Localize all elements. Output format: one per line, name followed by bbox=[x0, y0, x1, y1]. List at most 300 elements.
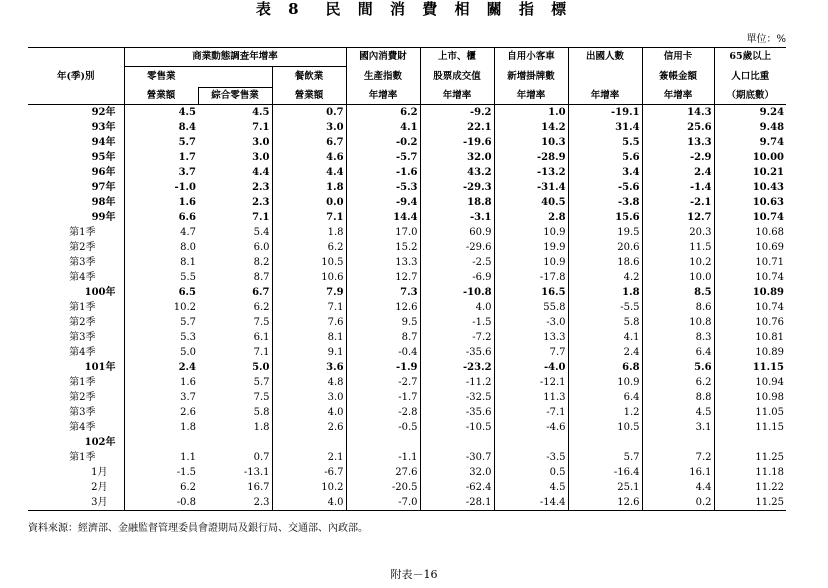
header-card-2: 簽帳金額 bbox=[642, 67, 714, 88]
table-cell: 7.1 bbox=[272, 300, 346, 315]
header-elderly-3: （期底數） bbox=[714, 88, 786, 105]
table-cell: 6.7 bbox=[252, 286, 270, 298]
table-cell: 10.94 bbox=[714, 375, 786, 390]
table-cell: 6.2 bbox=[642, 375, 714, 390]
table-cell: 18.8 bbox=[420, 195, 494, 210]
table-cell: 4.7 bbox=[124, 225, 198, 240]
table-row bbox=[28, 120, 786, 135]
table-cell: -23.2 bbox=[420, 360, 494, 375]
table-cell: 8.5 bbox=[642, 285, 714, 300]
table-cell: -17.8 bbox=[494, 270, 568, 285]
table-cell: -62.4 bbox=[420, 480, 494, 495]
table-cell bbox=[420, 435, 494, 450]
table-cell: 14.4 bbox=[346, 210, 420, 225]
table-cell: 4.5 bbox=[494, 480, 568, 495]
page-number: 附表－16 bbox=[390, 568, 438, 581]
table-cell: -31.4 bbox=[494, 180, 568, 195]
table-cell: 0.2 bbox=[642, 495, 714, 511]
table-cell: 32.0 bbox=[420, 150, 494, 165]
table-cell bbox=[198, 435, 272, 450]
table-cell: 13.3 bbox=[494, 330, 568, 345]
table-cell: 10.89 bbox=[714, 345, 786, 360]
table-cell: 4.0 bbox=[272, 405, 346, 420]
table-row bbox=[28, 225, 786, 240]
table-cell: 7.6 bbox=[272, 315, 346, 330]
table-cell: 25.6 bbox=[642, 120, 714, 135]
table-cell: 10.68 bbox=[714, 225, 786, 240]
table-row bbox=[28, 435, 786, 450]
table-cell: 10.8 bbox=[642, 315, 714, 330]
table-cell: 12.6 bbox=[346, 300, 420, 315]
table-cell: -32.5 bbox=[420, 390, 494, 405]
table-cell: -28.1 bbox=[420, 495, 494, 511]
table-cell: 7.9 bbox=[272, 285, 346, 300]
table-cell: 6.4 bbox=[642, 345, 714, 360]
table-cell: 5.7 bbox=[124, 315, 198, 330]
table-cell: 13.3 bbox=[642, 135, 714, 150]
row-label: 第2季 bbox=[69, 391, 96, 403]
table-cell: -10.5 bbox=[420, 420, 494, 435]
table-cell: 11.22 bbox=[714, 480, 786, 495]
row-label: 1月 bbox=[91, 466, 108, 478]
table-cell: 32.0 bbox=[420, 465, 494, 480]
table-cell: 18.6 bbox=[568, 255, 642, 270]
table-cell: 7.1 bbox=[272, 210, 346, 225]
table-cell: 1.8 bbox=[124, 420, 198, 435]
table-cell: 2.8 bbox=[494, 210, 568, 225]
table-cell: 0.0 bbox=[272, 195, 346, 210]
table-cell: 2.4 bbox=[124, 360, 198, 375]
table-cell: 4.4 bbox=[642, 480, 714, 495]
table-cell: 20.3 bbox=[642, 225, 714, 240]
table-cell: 4.5 bbox=[252, 106, 270, 118]
table-cell: 1.8 bbox=[568, 285, 642, 300]
table-cell: 11.05 bbox=[714, 405, 786, 420]
table-cell: 2.3 bbox=[252, 196, 270, 208]
row-label: 96年 bbox=[91, 166, 116, 178]
table-cell: -3.8 bbox=[568, 195, 642, 210]
table-cell: 5.3 bbox=[124, 330, 198, 345]
table-cell: -5.6 bbox=[568, 180, 642, 195]
table-cell: 3.7 bbox=[124, 165, 198, 180]
table-cell: -3.1 bbox=[420, 210, 494, 225]
table-row bbox=[28, 465, 786, 480]
table-cell: 4.0 bbox=[272, 495, 346, 511]
table-cell: 3.0 bbox=[252, 151, 270, 163]
table-cell: -1.1 bbox=[346, 450, 420, 465]
table-cell: 5.6 bbox=[642, 360, 714, 375]
table-cell: 2.3 bbox=[252, 181, 270, 193]
table-cell: -0.4 bbox=[346, 345, 420, 360]
header-commerce-group: 商業動態調查年增率 bbox=[124, 48, 346, 67]
table-cell: 10.3 bbox=[494, 135, 568, 150]
table-row bbox=[28, 300, 786, 315]
header-car-2: 新增掛牌數 bbox=[494, 67, 568, 88]
table-cell: -6.7 bbox=[272, 465, 346, 480]
table-cell bbox=[642, 435, 714, 450]
table-cell: 9.1 bbox=[272, 345, 346, 360]
table-cell: 10.69 bbox=[714, 240, 786, 255]
table-cell: 5.8 bbox=[568, 315, 642, 330]
table-cell: 10.76 bbox=[714, 315, 786, 330]
table-cell: 10.63 bbox=[714, 195, 786, 210]
table-cell: 1.7 bbox=[124, 150, 198, 165]
table-cell: 2.3 bbox=[198, 495, 272, 511]
table-cell: 2.4 bbox=[568, 345, 642, 360]
table-cell: 7.5 bbox=[253, 316, 270, 328]
table-cell: 8.4 bbox=[124, 120, 198, 135]
table-cell: 15.6 bbox=[568, 210, 642, 225]
table-cell: 2.4 bbox=[642, 165, 714, 180]
table-cell bbox=[568, 435, 642, 450]
table-cell: 3.6 bbox=[272, 360, 346, 375]
table-cell: -1.0 bbox=[124, 180, 198, 195]
table-cell: 11.3 bbox=[494, 390, 568, 405]
table-cell: 1.6 bbox=[124, 195, 198, 210]
table-cell: 11.15 bbox=[714, 420, 786, 435]
table-cell: -4.6 bbox=[494, 420, 568, 435]
table-cell: 31.4 bbox=[568, 120, 642, 135]
table-cell: 10.00 bbox=[714, 150, 786, 165]
table-cell: -35.6 bbox=[420, 345, 494, 360]
table-row bbox=[28, 210, 786, 225]
table-cell: 9.48 bbox=[714, 120, 786, 135]
table-cell: 10.5 bbox=[272, 255, 346, 270]
row-label: 第1季 bbox=[69, 226, 96, 238]
table-cell: -2.9 bbox=[642, 150, 714, 165]
table-cell: -5.3 bbox=[346, 180, 420, 195]
table-cell: -5.7 bbox=[346, 150, 420, 165]
row-label: 第2季 bbox=[69, 316, 96, 328]
table-cell: 15.2 bbox=[346, 240, 420, 255]
table-cell: 10.74 bbox=[714, 300, 786, 315]
header-outbound-2 bbox=[568, 67, 642, 88]
table-cell bbox=[494, 435, 568, 450]
table-cell: 5.0 bbox=[252, 361, 270, 373]
table-cell: -1.5 bbox=[124, 465, 198, 480]
table-cell: -1.5 bbox=[420, 315, 494, 330]
table-cell: 6.2 bbox=[346, 105, 420, 121]
table-row bbox=[28, 390, 786, 405]
table-cell: 9.74 bbox=[714, 135, 786, 150]
table-row bbox=[28, 285, 786, 300]
table-cell: -1.9 bbox=[346, 360, 420, 375]
header-domestic-3: 年增率 bbox=[346, 88, 420, 105]
table-cell: -3.5 bbox=[494, 450, 568, 465]
table-cell: 5.7 bbox=[568, 450, 642, 465]
table-cell: 9.24 bbox=[714, 105, 786, 121]
table-cell: 10.0 bbox=[642, 270, 714, 285]
table-row bbox=[28, 270, 786, 285]
header-empty-3 bbox=[28, 88, 124, 105]
table-cell: 10.5 bbox=[568, 420, 642, 435]
table-cell: -12.1 bbox=[494, 375, 568, 390]
table-cell: 3.1 bbox=[642, 420, 714, 435]
table-cell: 6.5 bbox=[124, 285, 198, 300]
table-cell: 19.5 bbox=[568, 225, 642, 240]
table-row bbox=[28, 135, 786, 150]
table-cell: 4.4 bbox=[252, 166, 270, 178]
table-cell: -9.2 bbox=[420, 105, 494, 121]
table-row bbox=[28, 195, 786, 210]
table-cell: 14.2 bbox=[494, 120, 568, 135]
table-cell: 6.4 bbox=[568, 390, 642, 405]
table-cell: 11.25 bbox=[714, 450, 786, 465]
table-cell: 7.1 bbox=[252, 121, 270, 133]
table-cell: 43.2 bbox=[420, 165, 494, 180]
table-cell: -0.8 bbox=[124, 495, 198, 511]
table-cell: -10.8 bbox=[420, 285, 494, 300]
table-cell: -13.1 bbox=[243, 466, 270, 478]
header-stock-1: 上市、櫃 bbox=[420, 48, 494, 67]
table-cell: 10.81 bbox=[714, 330, 786, 345]
header-elderly-2: 人口比重 bbox=[714, 67, 786, 88]
table-cell: 4.6 bbox=[272, 150, 346, 165]
row-label: 第1季 bbox=[69, 376, 96, 388]
table-cell: 4.8 bbox=[272, 375, 346, 390]
header-domestic-2: 生產指數 bbox=[346, 67, 420, 88]
table-cell: 7.7 bbox=[494, 345, 568, 360]
header-year-col: 年(季)別 bbox=[57, 71, 95, 82]
row-label: 92年 bbox=[91, 106, 116, 118]
row-label: 102年 bbox=[84, 436, 116, 448]
table-cell: -1.6 bbox=[346, 165, 420, 180]
row-label: 2月 bbox=[91, 481, 108, 493]
table-cell: -30.7 bbox=[420, 450, 494, 465]
table-cell: 4.0 bbox=[420, 300, 494, 315]
table-cell: 3.0 bbox=[252, 136, 270, 148]
table-cell: -2.7 bbox=[346, 375, 420, 390]
row-label: 第3季 bbox=[69, 331, 96, 343]
table-cell: -1.4 bbox=[642, 180, 714, 195]
table-header bbox=[28, 48, 786, 105]
table-cell: -16.4 bbox=[568, 465, 642, 480]
row-label: 3月 bbox=[28, 495, 124, 511]
row-label: 100年 bbox=[84, 286, 116, 298]
table-row bbox=[28, 150, 786, 165]
row-label: 第1季 bbox=[69, 301, 96, 313]
table-cell: 0.5 bbox=[494, 465, 568, 480]
row-label: 第3季 bbox=[69, 406, 96, 418]
table-cell: -19.6 bbox=[420, 135, 494, 150]
table-cell: 6.7 bbox=[272, 135, 346, 150]
table-cell: -2.5 bbox=[420, 255, 494, 270]
table-cell: 10.74 bbox=[714, 270, 786, 285]
table-cell: 10.21 bbox=[714, 165, 786, 180]
table-cell: 4.1 bbox=[346, 120, 420, 135]
table-cell: 8.0 bbox=[124, 240, 198, 255]
table-row bbox=[28, 405, 786, 420]
table-cell: 13.3 bbox=[346, 255, 420, 270]
row-label: 101年 bbox=[84, 361, 116, 373]
header-retail-top: 零售業 bbox=[124, 67, 198, 88]
source-note: 資料來源：經濟部、金融監督管理委員會證期局及銀行局、交通部、內政部。 bbox=[28, 523, 368, 534]
table-cell: 1.0 bbox=[494, 105, 568, 121]
row-label: 第4季 bbox=[69, 346, 96, 358]
table-cell: 5.6 bbox=[568, 150, 642, 165]
table-cell: 8.7 bbox=[346, 330, 420, 345]
table-cell: 7.1 bbox=[253, 346, 270, 358]
table-cell: 6.8 bbox=[568, 360, 642, 375]
table-cell: 4.1 bbox=[568, 330, 642, 345]
header-card-3: 年增率 bbox=[642, 88, 714, 105]
table-cell: 8.1 bbox=[124, 255, 198, 270]
table-cell: -13.2 bbox=[494, 165, 568, 180]
table-cell: 10.6 bbox=[272, 270, 346, 285]
table-cell: -7.2 bbox=[420, 330, 494, 345]
table-cell: 2.1 bbox=[272, 450, 346, 465]
table-cell: 12.6 bbox=[568, 495, 642, 511]
row-label: 99年 bbox=[91, 211, 116, 223]
table-cell: 8.1 bbox=[272, 330, 346, 345]
table-cell: -28.9 bbox=[494, 150, 568, 165]
table-cell: 10.2 bbox=[272, 480, 346, 495]
table-cell: 1.2 bbox=[568, 405, 642, 420]
table-cell: 8.2 bbox=[253, 256, 270, 268]
table-cell: 5.8 bbox=[253, 406, 270, 418]
table-cell: 7.3 bbox=[346, 285, 420, 300]
table-cell: -29.3 bbox=[420, 180, 494, 195]
header-card-1: 信用卡 bbox=[642, 48, 714, 67]
header-outbound-3: 年增率 bbox=[568, 88, 642, 105]
table-cell: 16.1 bbox=[642, 465, 714, 480]
table-cell: -20.5 bbox=[346, 480, 420, 495]
header-retail-top-blank bbox=[198, 67, 272, 88]
table-cell bbox=[346, 435, 420, 450]
table-cell: 7.2 bbox=[642, 450, 714, 465]
table-row bbox=[28, 360, 786, 375]
table-cell: 6.2 bbox=[124, 480, 198, 495]
header-stock-2: 股票成交值 bbox=[420, 67, 494, 88]
table-cell: -0.5 bbox=[346, 420, 420, 435]
row-label: 97年 bbox=[91, 181, 116, 193]
table-cell: 5.5 bbox=[124, 270, 198, 285]
table-cell: 1.6 bbox=[124, 375, 198, 390]
table-cell: 60.9 bbox=[420, 225, 494, 240]
table-cell: 1.8 bbox=[272, 225, 346, 240]
table-row bbox=[28, 345, 786, 360]
table-cell: -3.0 bbox=[494, 315, 568, 330]
unit-label: 單位：% bbox=[746, 34, 786, 45]
table-cell bbox=[124, 435, 198, 450]
table-cell: -7.0 bbox=[346, 495, 420, 511]
table-cell: 10.98 bbox=[714, 390, 786, 405]
table-cell: 16.7 bbox=[247, 481, 270, 493]
table-cell: -2.1 bbox=[642, 195, 714, 210]
row-label: 第2季 bbox=[69, 241, 96, 253]
table-cell: 12.7 bbox=[642, 210, 714, 225]
header-general-retail: 綜合零售業 bbox=[198, 88, 272, 105]
table-cell: 10.9 bbox=[568, 375, 642, 390]
table-cell: 7.1 bbox=[252, 211, 270, 223]
table-cell: 11.25 bbox=[714, 495, 786, 511]
table-cell: 10.9 bbox=[494, 255, 568, 270]
header-outbound-1: 出國人數 bbox=[568, 48, 642, 67]
table-cell: 6.6 bbox=[124, 210, 198, 225]
table-cell: 20.6 bbox=[568, 240, 642, 255]
header-elderly-1: 65歲以上 bbox=[714, 48, 786, 67]
table-cell: -35.6 bbox=[420, 405, 494, 420]
header-food-top: 餐飲業 bbox=[272, 67, 346, 88]
table-cell: 4.2 bbox=[568, 270, 642, 285]
table-cell: 11.18 bbox=[714, 465, 786, 480]
table-cell: 19.9 bbox=[494, 240, 568, 255]
table-cell: 3.7 bbox=[124, 390, 198, 405]
header-food-sales: 營業額 bbox=[272, 88, 346, 105]
table-cell: 6.2 bbox=[253, 301, 270, 313]
table-row bbox=[28, 165, 786, 180]
table-cell: -6.9 bbox=[420, 270, 494, 285]
table-row bbox=[28, 180, 786, 195]
table-cell: 7.5 bbox=[253, 391, 270, 403]
table-cell: 14.3 bbox=[642, 105, 714, 121]
table-cell: 1.8 bbox=[253, 421, 270, 433]
row-label: 第4季 bbox=[69, 421, 96, 433]
header-car-1: 自用小客車 bbox=[494, 48, 568, 67]
table-row bbox=[28, 450, 786, 465]
table-cell: 27.6 bbox=[346, 465, 420, 480]
table-cell: 12.7 bbox=[346, 270, 420, 285]
table-row bbox=[28, 255, 786, 270]
table-cell: 6.0 bbox=[253, 241, 270, 253]
table-cell: 5.0 bbox=[124, 345, 198, 360]
table-row bbox=[28, 330, 786, 345]
table-cell: 10.43 bbox=[714, 180, 786, 195]
table-row bbox=[28, 420, 786, 435]
header-car-3: 年增率 bbox=[494, 88, 568, 105]
header-empty bbox=[28, 48, 124, 67]
table-cell: 5.7 bbox=[253, 376, 270, 388]
consumption-indicators-table bbox=[28, 47, 786, 511]
row-label: 94年 bbox=[91, 136, 116, 148]
table-cell: 55.8 bbox=[494, 300, 568, 315]
table-cell bbox=[272, 435, 346, 450]
table-cell: 3.4 bbox=[568, 165, 642, 180]
table-cell: 8.6 bbox=[642, 300, 714, 315]
table-row bbox=[28, 495, 786, 511]
header-stock-3: 年增率 bbox=[420, 88, 494, 105]
table-cell: 8.7 bbox=[253, 271, 270, 283]
table-cell: -29.6 bbox=[420, 240, 494, 255]
row-label: 第4季 bbox=[69, 271, 96, 283]
table-cell: 10.71 bbox=[714, 255, 786, 270]
table-cell: 2.6 bbox=[124, 405, 198, 420]
table-cell: 40.5 bbox=[494, 195, 568, 210]
table-cell: -7.1 bbox=[494, 405, 568, 420]
table-cell: 1.8 bbox=[272, 180, 346, 195]
table-cell: -11.2 bbox=[420, 375, 494, 390]
table-cell: -14.4 bbox=[494, 495, 568, 511]
table-cell bbox=[714, 435, 786, 450]
table-cell: 6.2 bbox=[272, 240, 346, 255]
table-cell: 11.5 bbox=[642, 240, 714, 255]
row-label: 93年 bbox=[91, 121, 116, 133]
table-cell: 8.8 bbox=[642, 390, 714, 405]
table-cell: -0.2 bbox=[346, 135, 420, 150]
table-body bbox=[28, 105, 786, 511]
table-cell: 9.5 bbox=[346, 315, 420, 330]
table-cell: 1.1 bbox=[124, 450, 198, 465]
table-cell: 5.5 bbox=[568, 135, 642, 150]
table-cell: 8.3 bbox=[642, 330, 714, 345]
table-cell: 4.4 bbox=[272, 165, 346, 180]
table-cell: 10.9 bbox=[494, 225, 568, 240]
row-label: 第3季 bbox=[69, 256, 96, 268]
table-cell: -1.7 bbox=[346, 390, 420, 405]
table-cell: 4.5 bbox=[642, 405, 714, 420]
row-label: 第1季 bbox=[69, 451, 96, 463]
table-row bbox=[28, 375, 786, 390]
